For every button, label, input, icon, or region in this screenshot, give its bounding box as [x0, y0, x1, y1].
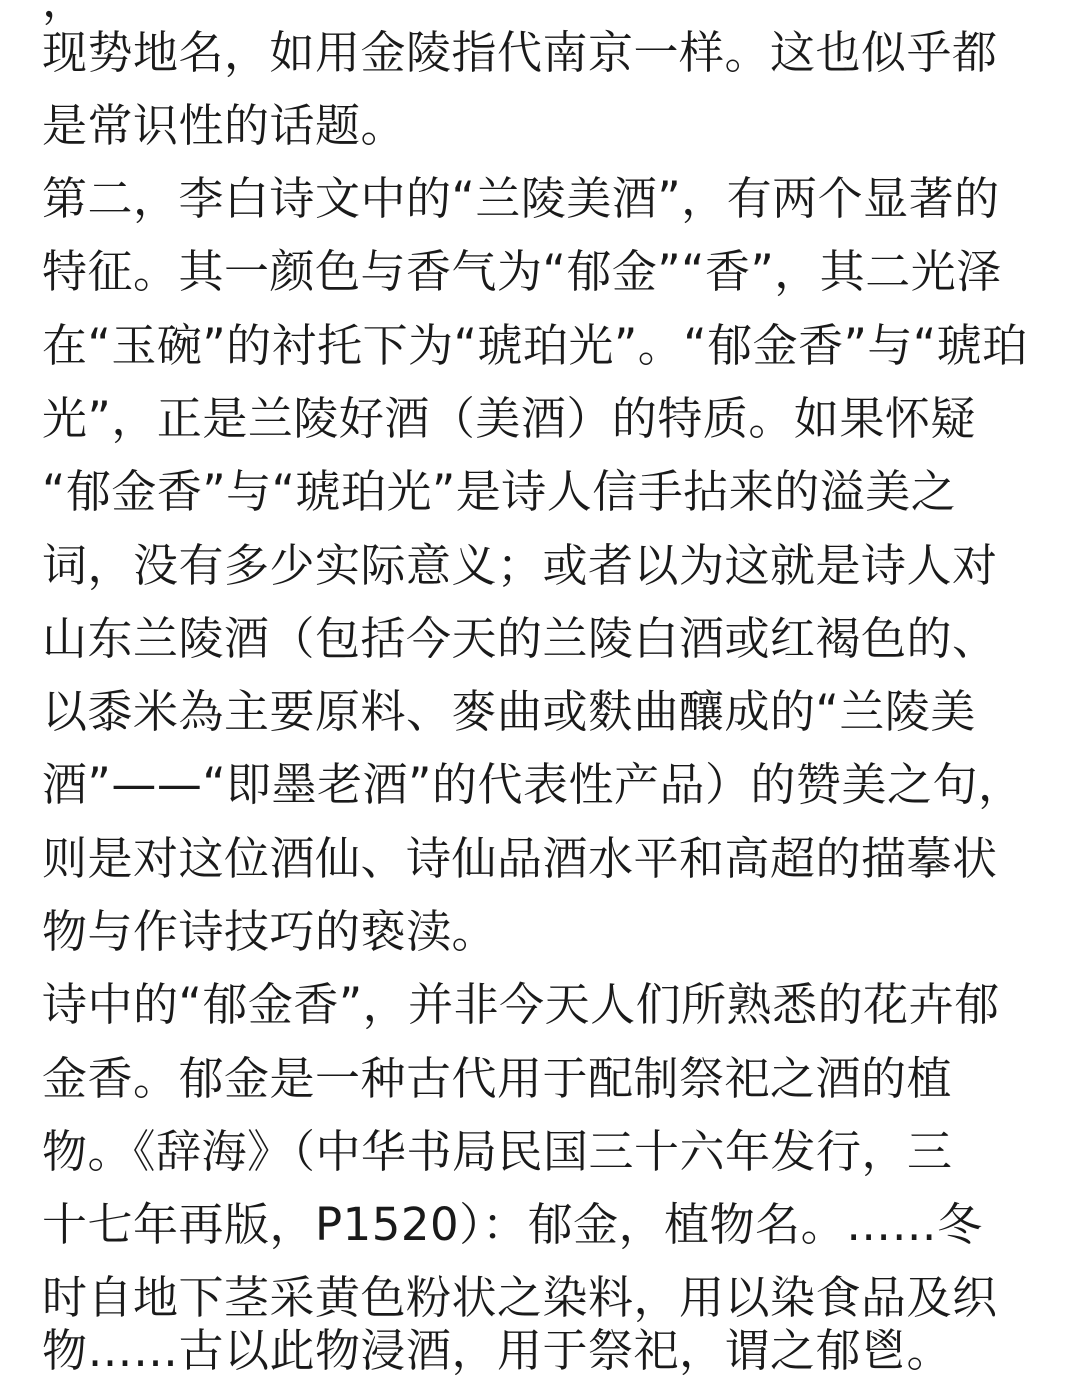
text-line: 山东兰陵酒（包括今天的兰陵白酒或红褐色的、	[42, 612, 998, 665]
text-line: 金香。郁金是一种古代用于配制祭祀之酒的植	[42, 1052, 953, 1105]
text-line: 时自地下茎采黄色粉状之染料，用以染食品及织	[42, 1271, 998, 1324]
text-line: 在“玉碗”的衬托下为“琥珀光”。“郁金香”与“琥珀	[42, 319, 1028, 372]
text-line: 十七年再版，P1520）：郁金，植物名。……冬	[42, 1198, 983, 1251]
text-line: 光”，正是兰陵好酒（美酒）的特质。如果怀疑	[42, 392, 976, 445]
text-line: 特征。其一颜色与香气为“郁金”“香”，其二光泽	[42, 245, 1002, 298]
text-line: 现势地名，如用金陵指代南京一样。这也似乎都	[42, 26, 998, 79]
text-line: 是常识性的话题。	[42, 99, 407, 152]
text-line: “郁金香”与“琥珀光”是诗人信手拈来的溢美之	[42, 465, 957, 518]
text-line: 以黍米為主要原料、麥曲或麩曲釀成的“兰陵美	[42, 685, 976, 738]
text-line: ，	[42, 0, 88, 27]
text-line: 第二，李白诗文中的“兰陵美酒”，有两个显著的	[42, 172, 1000, 225]
text-line: 词，没有多少实际意义；或者以为这就是诗人对	[42, 539, 998, 592]
text-line: 诗中的“郁金香”，并非今天人们所熟悉的花卉郁	[42, 978, 1000, 1031]
text-line: 物。《辞海》（中华书局民国三十六年发行，三	[42, 1125, 953, 1178]
text-line: 酒”——“即墨老酒”的代表性产品）的赞美之句，	[42, 758, 1024, 811]
text-line: 则是对这位酒仙、诗仙品酒水平和高超的描摹状	[42, 832, 998, 885]
text-line: 物与作诗技巧的亵渎。	[42, 905, 498, 958]
text-line: 物……古以此物浸酒，用于祭祀，谓之郁鬯。	[42, 1324, 953, 1377]
